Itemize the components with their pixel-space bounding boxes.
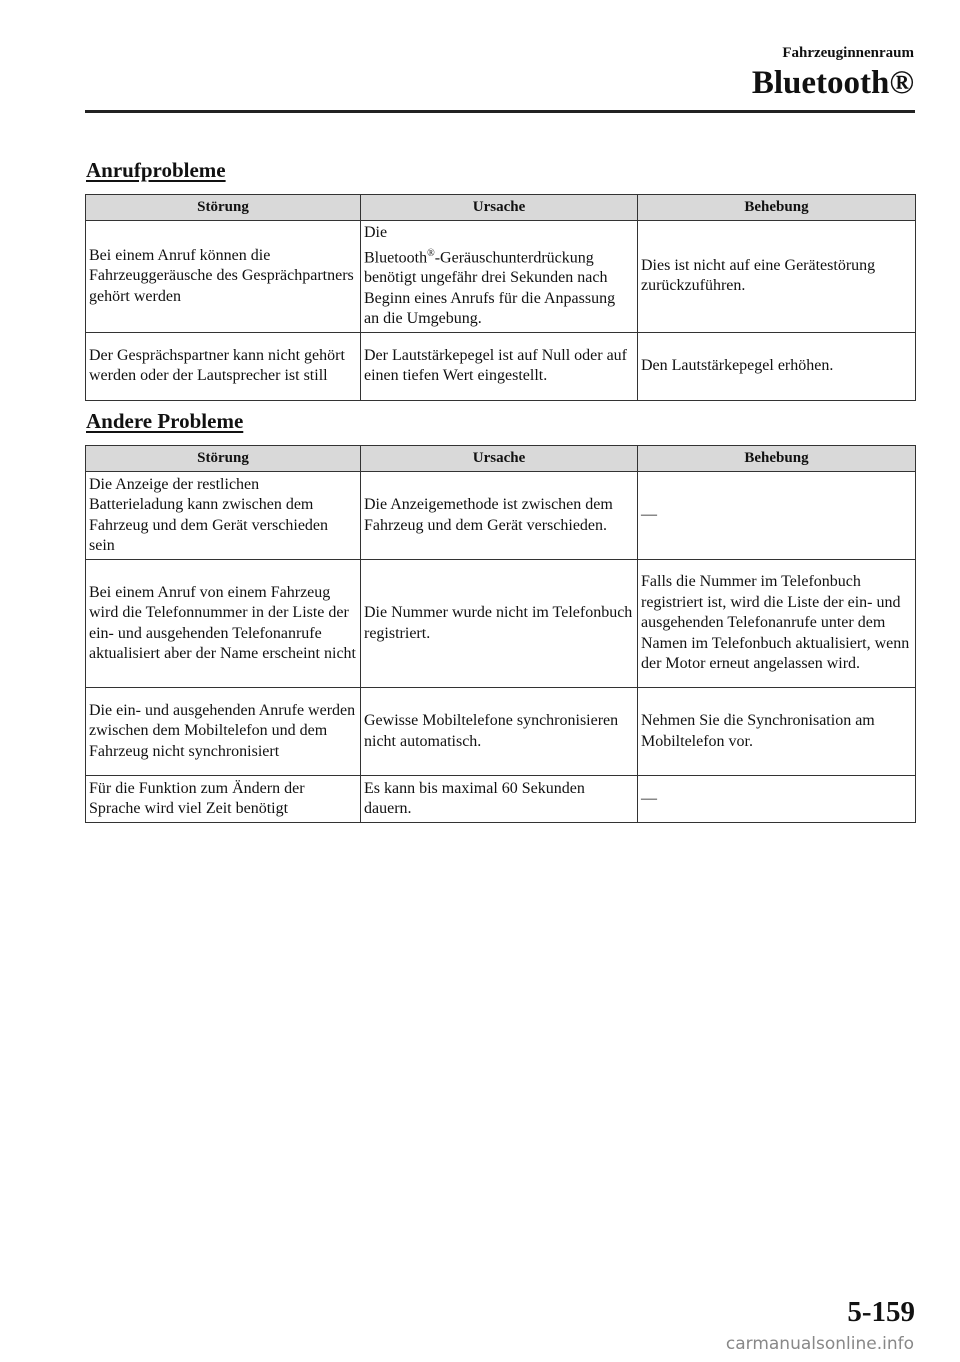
- problem-cell: Bei einem Anruf von einem Fahrzeug wird die Telefonnummer in der Liste der ein- und ausgehenden Telefonanrufe aktualisiert aber der Name erscheint nicht: [86, 560, 361, 688]
- call-problems-table: [85, 194, 916, 401]
- cause-cell: Die Nummer wurde nicht im Telefonbuch registriert.: [361, 560, 638, 688]
- problem-cell: Für die Funktion zum Ändern der Sprache wird viel Zeit benötigt: [86, 776, 361, 823]
- column-header-problem: Störung: [86, 195, 361, 221]
- table-header-row: [86, 195, 916, 221]
- other-problems-table: [85, 445, 916, 823]
- cause-rest: -Geräuschunterdrückung benötigt ungefähr drei Sekunden nach Beginn eines Anrufs für die Anpassung an die Umgebung.: [364, 248, 616, 328]
- table-header-row: [86, 446, 916, 472]
- table-row: [86, 776, 916, 823]
- problem-cell: Die Anzeige der restlichen Batterieladung kann zwischen dem Fahrzeug und dem Gerät verschieden sein: [86, 472, 361, 560]
- cause-cell: [361, 221, 638, 333]
- chapter-title: Bluetooth®: [751, 65, 914, 101]
- column-header-problem: Störung: [86, 446, 361, 472]
- column-header-solution: Behebung: [638, 446, 916, 472]
- table-row: [86, 560, 916, 688]
- header-rule: [85, 110, 915, 113]
- solution-cell: —: [638, 472, 916, 560]
- solution-cell: Nehmen Sie die Synchronisation am Mobiltelefon vor.: [638, 688, 916, 776]
- problem-cell: Bei einem Anruf können die Fahrzeuggeräusche des Gesprächpartners gehört werden: [86, 221, 361, 333]
- cause-lead: Die: [364, 224, 388, 241]
- table-row: [86, 688, 916, 776]
- column-header-cause: Ursache: [361, 195, 638, 221]
- watermark: carmanualsonline.info: [725, 1334, 914, 1354]
- solution-cell: Dies ist nicht auf eine Gerätestörung zurückzuführen.: [638, 221, 916, 333]
- cause-cell: Die Anzeigemethode ist zwischen dem Fahrzeug und dem Gerät verschieden.: [361, 472, 638, 560]
- solution-cell: —: [638, 776, 916, 823]
- brand-name: Bluetooth: [364, 248, 428, 266]
- table-row: [86, 221, 916, 333]
- solution-cell: Falls die Nummer im Telefonbuch registriert ist, wird die Liste der ein- und ausgehenden Telefonanrufe unter dem Namen im Telefonbuch aktualisiert, wenn der Motor erneut angelassen wird.: [638, 560, 916, 688]
- cause-cell: Der Lautstärkepegel ist auf Null oder auf einen tiefen Wert eingestellt.: [361, 332, 638, 400]
- table-row: [86, 472, 916, 560]
- registered-mark: ®: [427, 247, 435, 259]
- problem-cell: Die ein- und ausgehenden Anrufe werden zwischen dem Mobiltelefon und dem Fahrzeug nicht synchronisiert: [86, 688, 361, 776]
- other-problems-heading: Andere Probleme: [86, 409, 244, 433]
- column-header-solution: Behebung: [638, 195, 916, 221]
- table-row: [86, 332, 916, 400]
- call-problems-heading: Anrufprobleme: [86, 158, 226, 182]
- page-header: [752, 44, 914, 102]
- cause-cell: Es kann bis maximal 60 Sekunden dauern.: [361, 776, 638, 823]
- problem-cell: Der Gesprächspartner kann nicht gehört werden oder der Lautsprecher ist still: [86, 332, 361, 400]
- column-header-cause: Ursache: [361, 446, 638, 472]
- page-number: 5-159: [847, 1296, 915, 1328]
- cause-cell: Gewisse Mobiltelefone synchronisieren nicht automatisch.: [361, 688, 638, 776]
- section-label: Fahrzeuginnenraum: [782, 45, 914, 61]
- solution-cell: Den Lautstärkepegel erhöhen.: [638, 332, 916, 400]
